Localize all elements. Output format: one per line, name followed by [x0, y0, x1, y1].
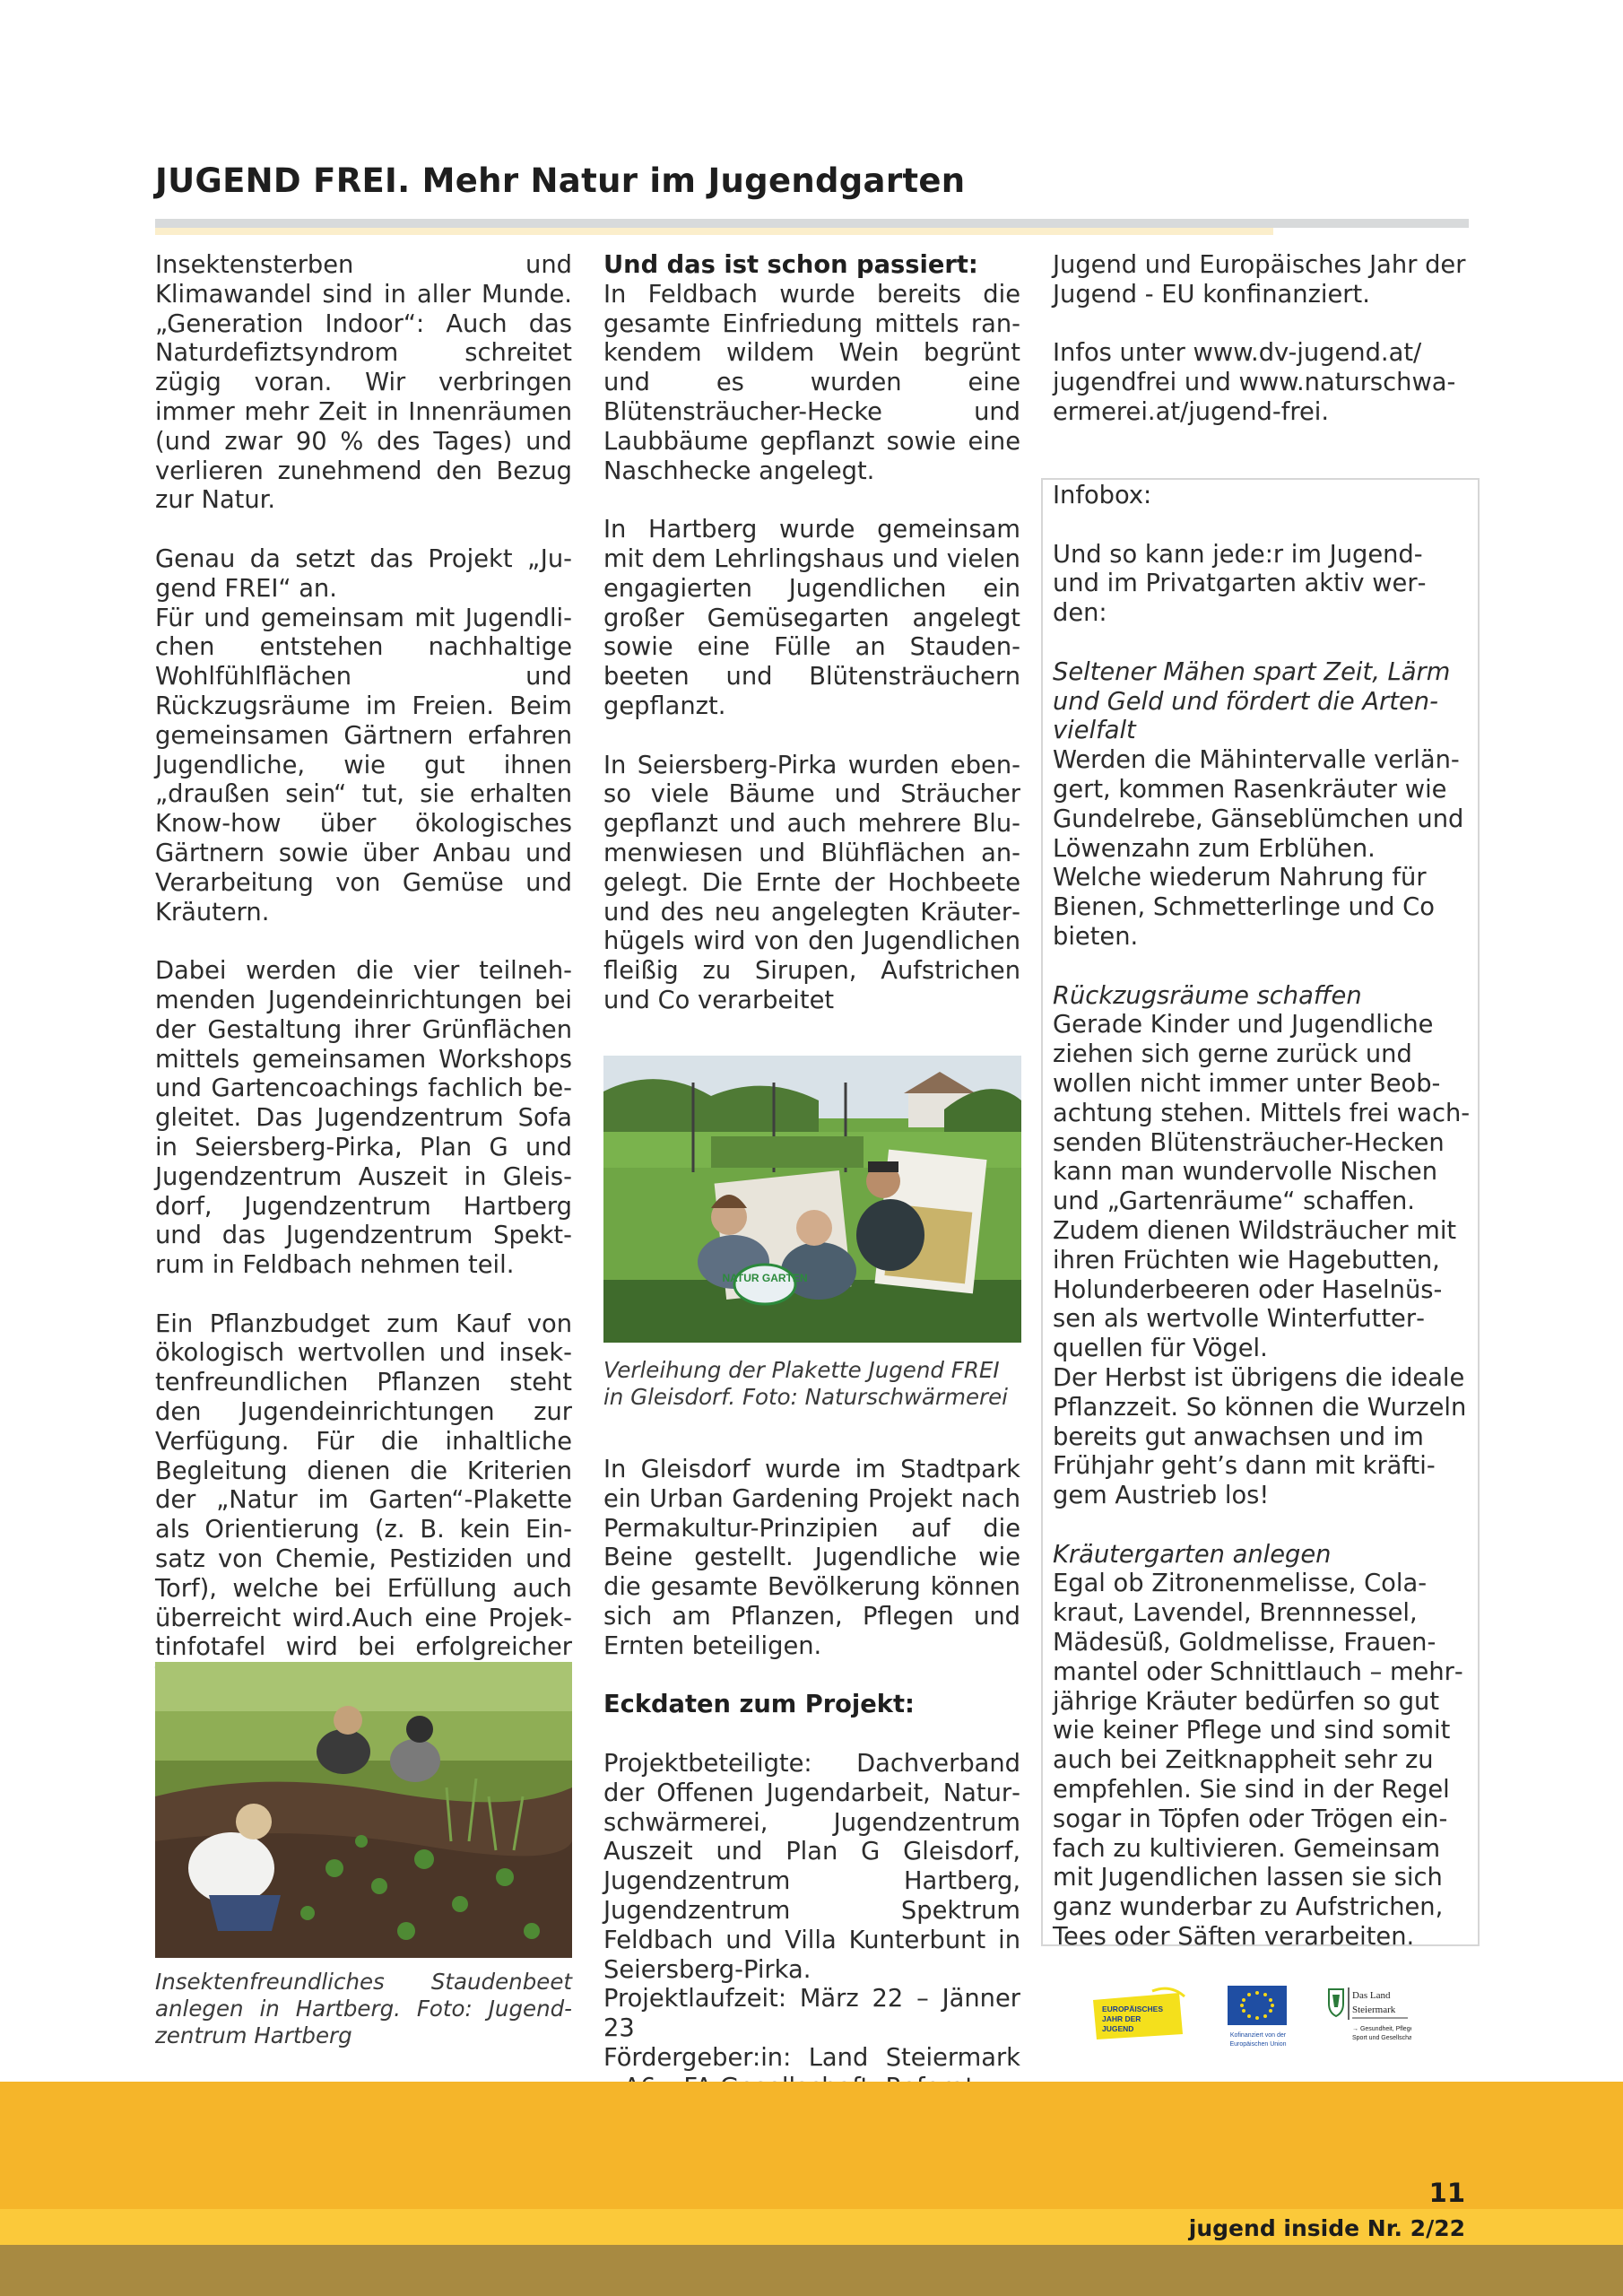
european-year-of-youth-logo — [1089, 1984, 1188, 2047]
logo-text: EUROPÄISCHES — [1102, 2005, 1164, 2013]
paragraph: In Gleisdorf wurde im Stadtpark ein Urban Gardening Projekt nach Permakultur-Prinzipien auf die Beine gestellt. Jugendliche wie die gesamte Bevölkerung können sich am Pflanzen, Pflegen und Ernten beteiligen. — [603, 1456, 1020, 1660]
infobox-content — [1053, 482, 1471, 1982]
logo-text: JAHR DER — [1102, 2014, 1141, 2023]
paragraph: Genau da setzt das Projekt „Jugend FREI“ an. — [155, 544, 572, 603]
paragraph: Ein Pflanzbudget zum Kauf von ökologisch wertvollen und insektenfreundlichen Pflanzen steht den Jugendeinrichtungen zur Verfügung. Für die inhaltliche Begleitung dienen die Kriterien der „Natur im Garten“-Plakette als Orientierung (z. B. kein Einsatz von Chemie, Pestiziden und Torf), welche bei Erfüllung auch überreicht wird.Auch eine Projektinfotafel wird bei erfolgreicher — [155, 1309, 572, 1662]
paragraph: In Seiersberg-Pirka wurden ebenso viele Bäume und Sträucher gepflanzt und auch mehrere Blumenwiesen und Blühflächen angelegt. Die Ernte der Hochbeete und des neu angelegten Kräuterhügels wird von den Jugendlichen fleißig zu Sirupen, Aufstrichen und Co verarbeitet — [603, 751, 1020, 1014]
info-links: Infos unter www.dv-jugend.at/ jugendfrei und www.naturschwaermerei.at/jugend-frei. — [1053, 339, 1456, 426]
title-rule — [155, 219, 1469, 228]
paragraph: Dabei werden die vier teilnehmenden Jugendeinrichtungen bei der Gestaltung ihrer Grünflächen mittels gemeinsamen Workshops und Gartencoachings fachlich begleitet. Das Jugendzentrum Sofa in Seiersberg-Pirka, Plan G und Jugendzentrum Auszeit in Gleisdorf, Jugendzentrum Hartberg und das Jugendzentrum Spektrum in Feldbach nehmen teil. — [155, 957, 572, 1280]
footer-band — [0, 2245, 1623, 2296]
footer-band — [0, 2082, 1623, 2209]
title-rule-accent — [155, 228, 1273, 235]
logo-text: Steiermark — [1352, 2005, 1396, 2015]
section-heading: Eckdaten zum Projekt: — [603, 1691, 915, 1719]
paragraph: Fördergeber:in: Land Steiermark — [603, 2043, 1020, 2072]
land-steiermark-logo — [1325, 1984, 1411, 2052]
eu-cofunded-logo — [1219, 1984, 1297, 2050]
logo-text: → Gesundheit, Pflege, — [1352, 2026, 1411, 2032]
issue-label: jugend inside Nr. 2/22 — [1188, 2215, 1465, 2241]
paragraph: Werden die Mähintervalle verlängert, kommen Rasenkräuter wie Gundelrebe, Gänseblümchen und Löwenzahn zum Erblühen. Welche wiederum Nahrung für Bienen, Schmetterlinge und Co bieten. — [1053, 746, 1464, 951]
column-2-continued — [603, 1456, 1020, 2103]
article-title: JUGEND FREI. Mehr Natur im Jugendgarten — [155, 161, 966, 200]
plaque-sign-text: NATUR GARTEN — [722, 1272, 808, 1284]
logo-text: Das Land — [1352, 1990, 1391, 2001]
paragraph: In Feldbach wurde bereits die gesamte Einfriedung mittels rankendem wildem Wein begrünt und es wurden eine Blütensträucher-Hecke und Laubbäume gepflanzt sowie eine Naschhecke angelegt. — [603, 280, 1020, 485]
paragraph: Der Herbst ist übrigens die ideale Pflanzzeit. So können die Wurzeln bereits gut anwachsen und im Frühjahr geht’s dann mit kräftigem Austrieb los! — [1053, 1363, 1467, 1510]
infobox-label: Infobox: — [1053, 482, 1152, 509]
logo-text: Europäischen Union — [1229, 2041, 1287, 2048]
logo-text: JUGEND — [1102, 2024, 1134, 2033]
paragraph: Projektlaufzeit: März 22 – Jänner 23 — [603, 1985, 1020, 2043]
paragraph: Gerade Kinder und Jugendliche ziehen sich gerne zurück und wollen nicht immer unter Beobachtung stehen. Mittels frei wachsenden Blütensträucher-Hecken kann man wundervolle Nischen und „Gartenräume“ schaffen. Zudem dienen Wildsträucher mit ihren Früchten wie Hagebutten, Holunderbeeren oder Haselnüssen als wertvolle Winterfutterquellen für Vögel. — [1053, 1011, 1471, 1363]
photo-caption: Verleihung der Plakette Jugend FREI in Gleisdorf. Foto: Naturschwärmerei — [603, 1357, 1008, 1410]
plaque-award-photo — [603, 1056, 1021, 1343]
column-3 — [1053, 251, 1471, 457]
photo-caption: Insektenfreundliches Staudenbeet anlegen in Hartberg. Foto: Jugendzentrum Hartberg — [155, 1969, 572, 2048]
paragraph: Projektbeteiligte: Dachverband der Offenen Jugendarbeit, Naturschwärmerei, Jugendzentrum Auszeit und Plan G Gleisdorf, Jugendzentrum Hartberg, Jugendzentrum Spektrum Feldbach und Villa Kunterbunt in Seiersberg-Pirka. — [603, 1749, 1020, 1984]
column-1 — [155, 251, 572, 1722]
paragraph: Insektensterben und Klimawandel sind in aller Munde. „Generation Indoor“: Auch das Naturdefiztsyndrom schreitet zügig voran. Wir verbringen immer mehr Zeit in Innenräumen (und zwar 90 % des Tages) und verlieren zunehmend den Bezug zur Natur. — [155, 251, 572, 515]
paragraph: Egal ob Zitronenmelisse, Colakraut, Lavendel, Brennnessel, Mädesüß, Goldmelisse, Frauenmantel oder Schnittlauch – mehrjährige Kräuter bedürfen so gut wie keiner Pflege und sind somit auch bei Zeitknappheit sehr zu empfehlen. Sie sind in der Regel sogar in Töpfen oder Trögen einfach zu kultivieren. Gemeinsam mit Jugendlichen lassen sie sich ganz wunderbar zu Aufstrichen, Tees oder Säften verarbeiten. — [1053, 1570, 1463, 1952]
infobox-subheading: Kräutergarten anlegen — [1053, 1540, 1332, 1569]
logo-text: Kofinanziert von der — [1229, 2032, 1287, 2039]
infobox-subheading: Rückzugsräume schaffen — [1053, 981, 1362, 1010]
infobox-subheading: Seltener Mähen spart Zeit, Lärm und Geld und fördert die Artenvielfalt — [1053, 657, 1451, 745]
logo-text: Sport und Gesellschaft — [1352, 2035, 1411, 2041]
paragraph: Und so kann jede:r im Jugend- und im Privatgarten aktiv werden: — [1053, 540, 1427, 628]
paragraph: Jugend und Europäisches Jahr der Jugend - EU konfinanziert. — [1053, 251, 1466, 309]
section-heading: Und das ist schon passiert: — [603, 251, 978, 279]
paragraph: In Hartberg wurde gemeinsam mit dem Lehrlingshaus und vielen engagierten Jugendlichen ein großer Gemüsegarten angelegt sowie eine Fülle an Staudenbeeten und Blütensträuchern gepflanzt. — [603, 516, 1020, 720]
garden-bed-photo — [155, 1662, 572, 1958]
paragraph: Für und gemeinsam mit Jugendlichen entstehen nachhaltige Wohlfühlflächen und Rückzugsräume im Freien. Beim gemeinsamen Gärtnern erfahren Jugendliche, wie gut ihnen „draußen sein“ tut, sie erhalten Know-how über ökologisches Gärtnern sowie über Anbau und Verarbeitung von Gemüse und Kräutern. — [155, 604, 572, 926]
page-number: 11 — [1428, 2178, 1465, 2208]
column-2 — [603, 251, 1020, 1046]
